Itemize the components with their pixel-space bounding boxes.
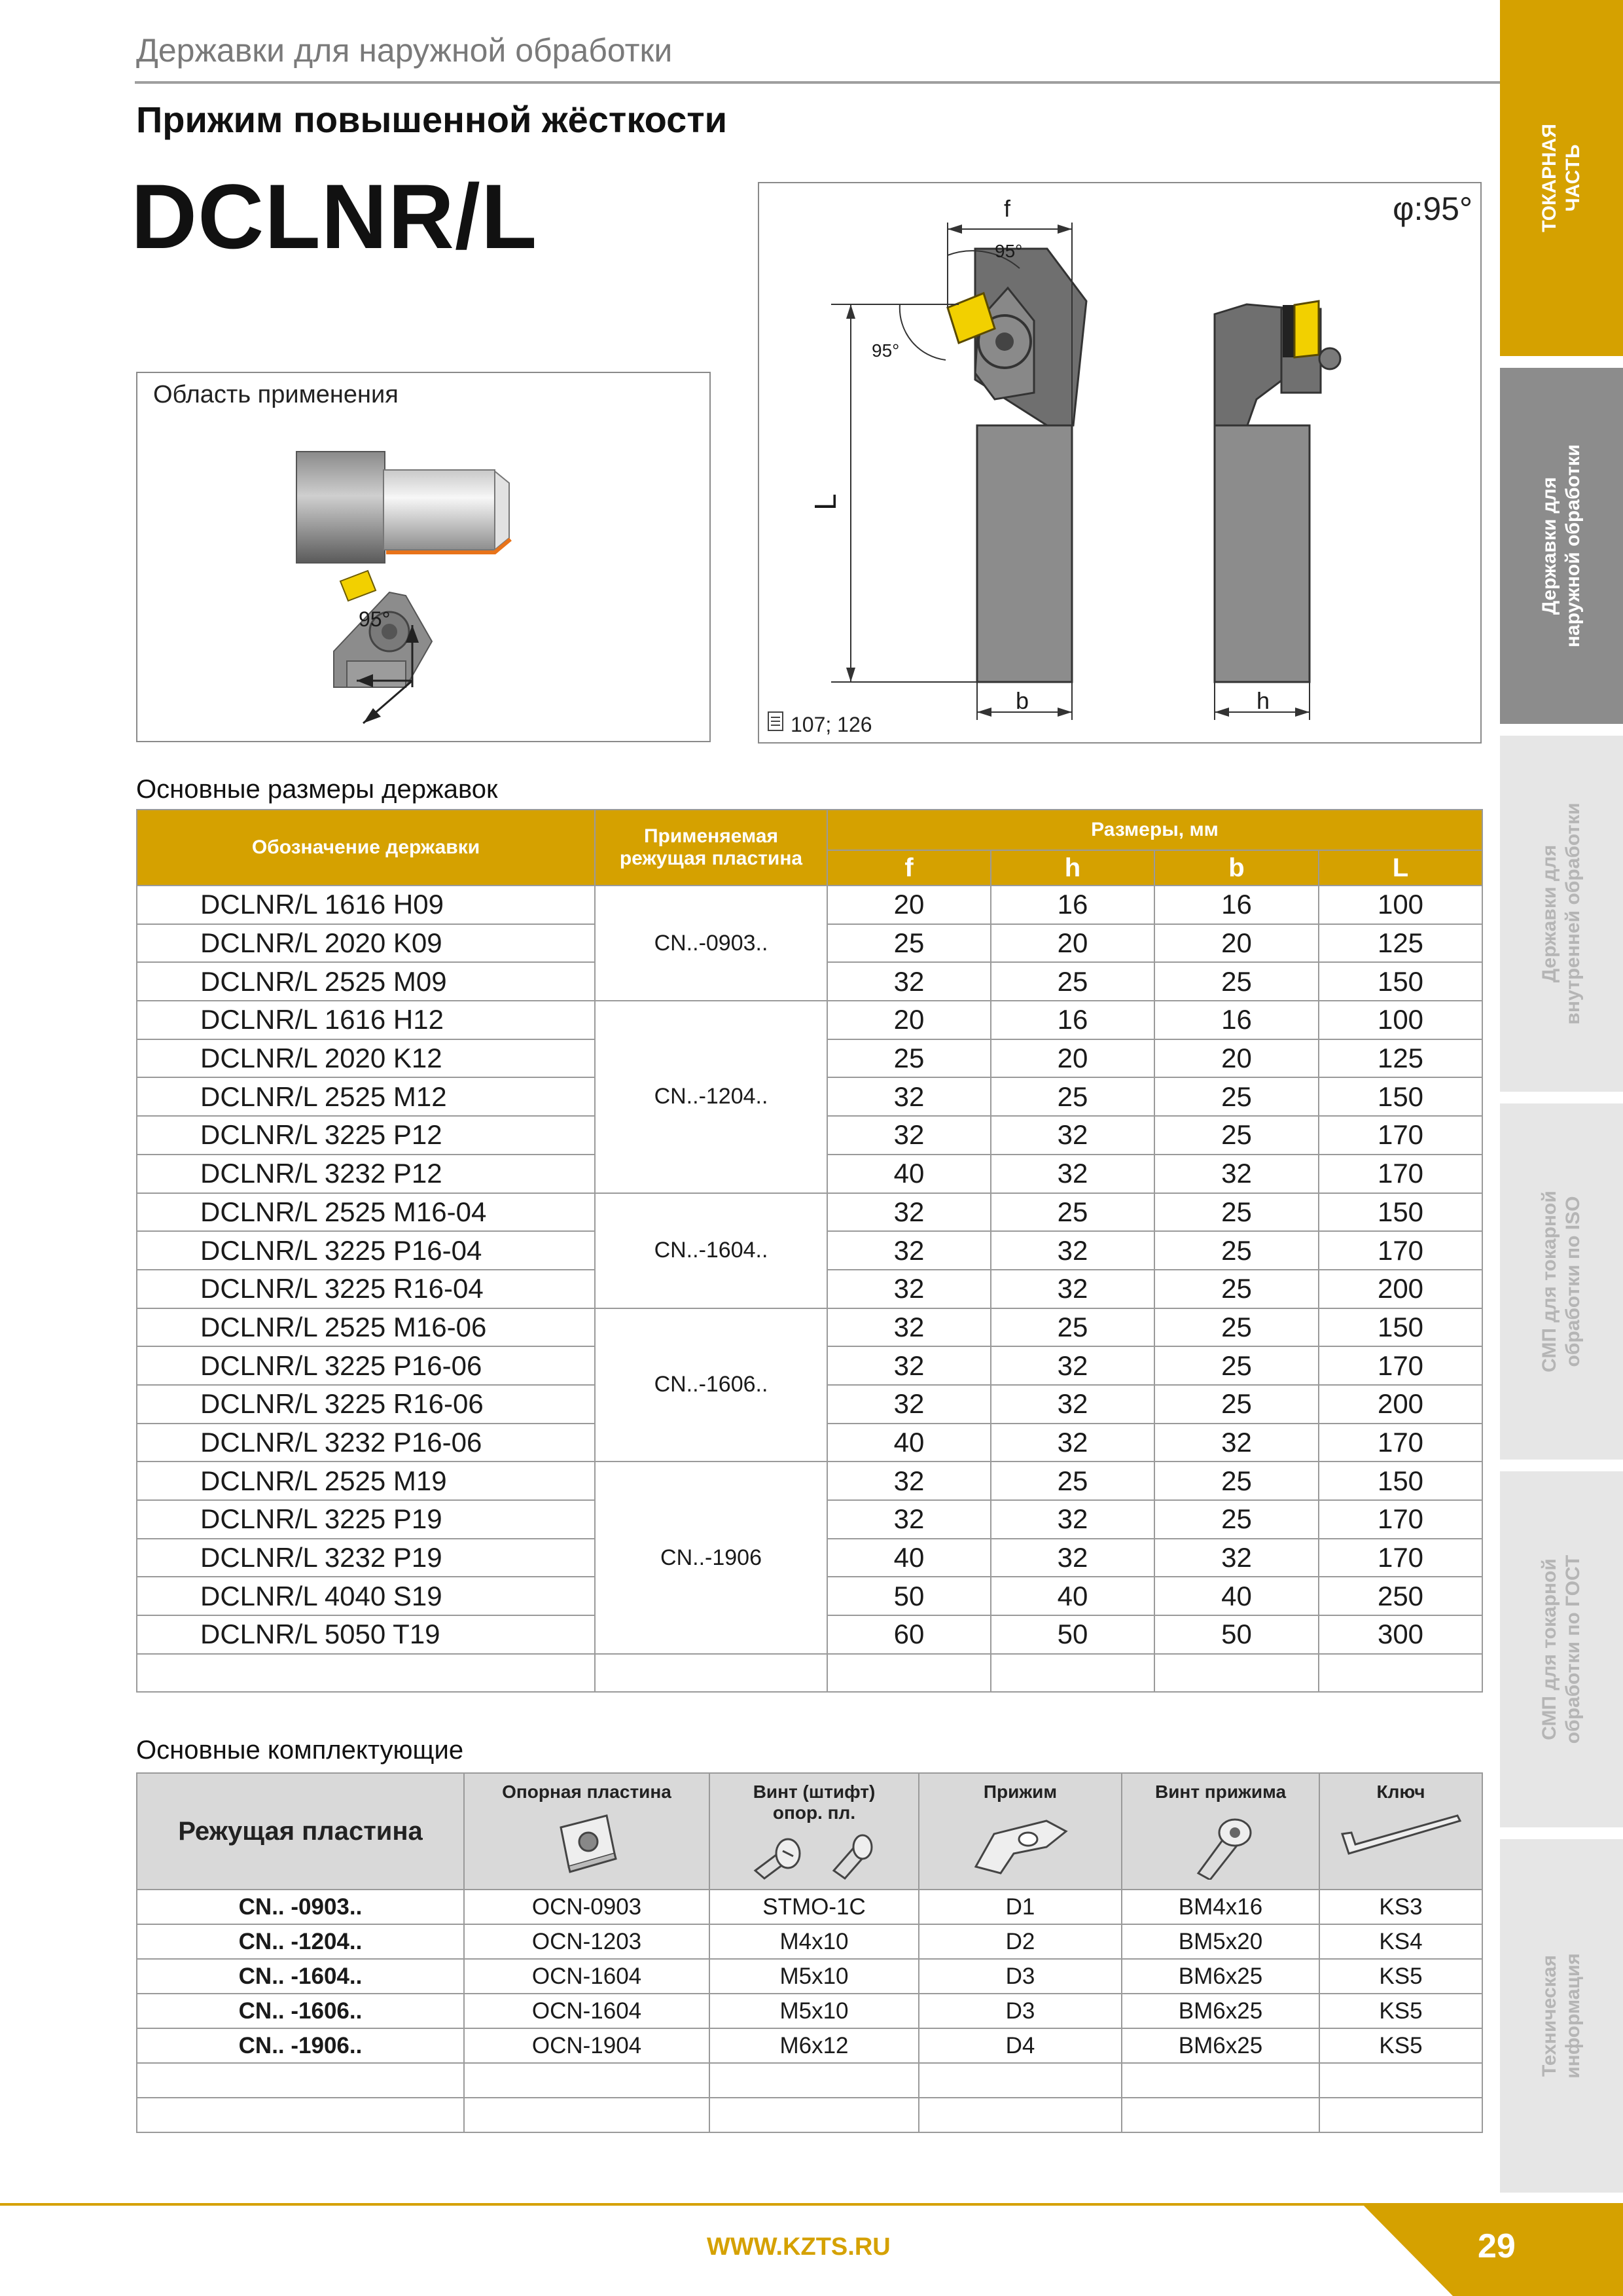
table-row bbox=[137, 1001, 1482, 1039]
dim-L-value: 170 bbox=[1319, 1116, 1482, 1155]
empty-cell bbox=[1122, 2098, 1319, 2132]
cutting-insert-code: CN.. -1604.. bbox=[137, 1959, 464, 1994]
dimension-h-label: h bbox=[1257, 687, 1270, 714]
application-illustration bbox=[137, 373, 709, 741]
holder-designation: DCLNR/L 1616 H12 bbox=[137, 1001, 595, 1039]
dim-h-value: 25 bbox=[991, 962, 1154, 1001]
dim-f-value: 32 bbox=[827, 1308, 991, 1347]
dim-h-value: 32 bbox=[991, 1231, 1154, 1270]
dim-L-value: 150 bbox=[1319, 1077, 1482, 1116]
dim-b-value: 25 bbox=[1154, 1077, 1319, 1116]
dim-L-value: 100 bbox=[1319, 1001, 1482, 1039]
dim-L-value: 170 bbox=[1319, 1539, 1482, 1577]
dim-h-value: 25 bbox=[991, 1308, 1154, 1347]
approach-angle-label: φ:95° bbox=[1393, 190, 1472, 227]
dim-f-value: 60 bbox=[827, 1615, 991, 1654]
holder-designation: DCLNR/L 1616 H09 bbox=[137, 886, 595, 924]
dim-h-value: 25 bbox=[991, 1077, 1154, 1116]
clamp-screw-code: BM6x25 bbox=[1122, 1959, 1319, 1994]
holder-designation: DCLNR/L 3232 P12 bbox=[137, 1155, 595, 1193]
dim-b-value: 25 bbox=[1154, 1346, 1319, 1385]
dim-f-value: 32 bbox=[827, 1270, 991, 1308]
dim-h-value: 32 bbox=[991, 1424, 1154, 1462]
cutting-insert-code: CN.. -1606.. bbox=[137, 1994, 464, 2028]
application-box bbox=[136, 372, 711, 742]
dim-h-value: 16 bbox=[991, 1001, 1154, 1039]
insert-type: CN..-1604.. bbox=[595, 1193, 827, 1308]
dim-h-value: 32 bbox=[991, 1116, 1154, 1155]
dim-b-value: 32 bbox=[1154, 1155, 1319, 1193]
cutting-insert-code: CN.. -1906.. bbox=[137, 2028, 464, 2063]
clamp-icon bbox=[968, 1808, 1073, 1880]
empty-cell bbox=[991, 1654, 1154, 1693]
empty-cell bbox=[1122, 2063, 1319, 2098]
empty-cell bbox=[137, 2063, 464, 2098]
holder-designation: DCLNR/L 2020 K09 bbox=[137, 924, 595, 963]
dim-h-value: 32 bbox=[991, 1539, 1154, 1577]
holder-designation: DCLNR/L 2525 M16-04 bbox=[137, 1193, 595, 1232]
col-insert-header: Применяемая режущая пластина bbox=[595, 810, 827, 886]
dim-f-value: 32 bbox=[827, 1193, 991, 1232]
dim-L-value: 200 bbox=[1319, 1270, 1482, 1308]
empty-cell bbox=[1154, 1654, 1319, 1693]
seat-screw-code: M6x12 bbox=[709, 2028, 919, 2063]
holder-designation: DCLNR/L 4040 S19 bbox=[137, 1577, 595, 1615]
dim-b-value: 25 bbox=[1154, 1116, 1319, 1155]
table-row bbox=[137, 1308, 1482, 1347]
seat-plate-icon bbox=[548, 1808, 626, 1873]
table-row bbox=[137, 1890, 1482, 1924]
empty-cell bbox=[1319, 2098, 1482, 2132]
dim-L-value: 170 bbox=[1319, 1346, 1482, 1385]
seat-plate-code: OCN-1203 bbox=[464, 1924, 709, 1959]
clamp-screw-code: BM6x25 bbox=[1122, 1994, 1319, 2028]
angle-side-label: 95° bbox=[872, 340, 900, 361]
table-row bbox=[137, 1462, 1482, 1500]
dim-f-value: 20 bbox=[827, 886, 991, 924]
page-subtitle: Прижим повышенной жёсткости bbox=[136, 99, 728, 140]
dim-h-value: 50 bbox=[991, 1615, 1154, 1654]
holder-designation: DCLNR/L 3232 P19 bbox=[137, 1539, 595, 1577]
col-seat-screw-header: Винт (штифт) опор. пл. bbox=[709, 1773, 919, 1890]
empty-cell bbox=[1319, 1654, 1482, 1693]
insert-type: CN..-1204.. bbox=[595, 1001, 827, 1193]
tab-technical-info[interactable] bbox=[1500, 1839, 1623, 2193]
holder-designation: DCLNR/L 5050 T19 bbox=[137, 1615, 595, 1654]
dim-h-value: 20 bbox=[991, 1039, 1154, 1078]
key-code: KS4 bbox=[1319, 1924, 1482, 1959]
holder-designation: DCLNR/L 2020 K12 bbox=[137, 1039, 595, 1078]
dim-h-value: 32 bbox=[991, 1385, 1154, 1424]
tab-label: Державки для наружной обработки bbox=[1539, 444, 1584, 648]
insert-type: CN..-1906 bbox=[595, 1462, 827, 1653]
dim-b-value: 20 bbox=[1154, 924, 1319, 963]
dim-b-value: 25 bbox=[1154, 1193, 1319, 1232]
empty-cell bbox=[827, 1654, 991, 1693]
clamp-code: D3 bbox=[919, 1959, 1122, 1994]
holder-designation: DCLNR/L 2525 M16-06 bbox=[137, 1308, 595, 1347]
empty-row bbox=[137, 1654, 1482, 1693]
components-table-caption: Основные комплектующие bbox=[136, 1736, 464, 1765]
clamp-screw-code: BM4x16 bbox=[1122, 1890, 1319, 1924]
section-title: Державки для наружной обработки bbox=[136, 32, 673, 69]
empty-cell bbox=[137, 1654, 595, 1693]
clamp-code: D4 bbox=[919, 2028, 1122, 2063]
holder-designation: DCLNR/L 3225 P16-04 bbox=[137, 1231, 595, 1270]
dim-b-value: 25 bbox=[1154, 1385, 1319, 1424]
dim-L-value: 150 bbox=[1319, 1193, 1482, 1232]
dim-h-value: 32 bbox=[991, 1270, 1154, 1308]
dim-L-value: 150 bbox=[1319, 1462, 1482, 1500]
empty-cell bbox=[1319, 2063, 1482, 2098]
tab-label: СМП для токарной обработки по ISO bbox=[1539, 1191, 1584, 1372]
dim-h-value: 25 bbox=[991, 1462, 1154, 1500]
dim-h-value: 32 bbox=[991, 1500, 1154, 1539]
dim-b-value: 25 bbox=[1154, 1270, 1319, 1308]
catalog-page-reference: 107; 126 bbox=[791, 713, 872, 736]
tab-internal-holders[interactable] bbox=[1500, 736, 1623, 1092]
table-row bbox=[137, 1193, 1482, 1232]
seat-screw-code: M4x10 bbox=[709, 1924, 919, 1959]
dim-f-value: 40 bbox=[827, 1539, 991, 1577]
dim-b-value: 25 bbox=[1154, 962, 1319, 1001]
cutting-insert-code: CN.. -1204.. bbox=[137, 1924, 464, 1959]
holder-designation: DCLNR/L 3225 P19 bbox=[137, 1500, 595, 1539]
key-code: KS5 bbox=[1319, 1959, 1482, 1994]
holder-designation: DCLNR/L 3225 P12 bbox=[137, 1116, 595, 1155]
dim-f-value: 50 bbox=[827, 1577, 991, 1615]
dimension-f-label: f bbox=[1004, 195, 1011, 222]
dim-f-value: 40 bbox=[827, 1424, 991, 1462]
table-row bbox=[137, 1924, 1482, 1959]
dim-L-value: 150 bbox=[1319, 962, 1482, 1001]
seat-screw-code: M5x10 bbox=[709, 1959, 919, 1994]
footer-website-link[interactable]: WWW.KZTS.RU bbox=[707, 2233, 891, 2261]
seat-screw-icon bbox=[742, 1825, 886, 1884]
tab-gost-inserts[interactable] bbox=[1500, 1471, 1623, 1827]
tab-label: Техническая информация bbox=[1539, 1953, 1584, 2079]
dim-b-value: 20 bbox=[1154, 1039, 1319, 1078]
dim-b-value: 25 bbox=[1154, 1462, 1319, 1500]
col-seat-header: Опорная пластина bbox=[464, 1773, 709, 1890]
col-sizes-header: Размеры, мм bbox=[827, 810, 1482, 850]
application-label: Область применения bbox=[153, 381, 399, 408]
dim-L-value: 170 bbox=[1319, 1424, 1482, 1462]
cutting-insert-code: CN.. -0903.. bbox=[137, 1890, 464, 1924]
dim-b-value: 50 bbox=[1154, 1615, 1319, 1654]
tab-iso-inserts[interactable] bbox=[1500, 1103, 1623, 1460]
holder-designation: DCLNR/L 3225 R16-04 bbox=[137, 1270, 595, 1308]
clamp-screw-code: BM6x25 bbox=[1122, 2028, 1319, 2063]
col-designation-header: Обозначение державки bbox=[137, 810, 595, 886]
col-key-header: Ключ bbox=[1319, 1773, 1482, 1890]
dim-L-value: 170 bbox=[1319, 1500, 1482, 1539]
dim-b-value: 25 bbox=[1154, 1231, 1319, 1270]
dimension-L-label: L bbox=[808, 493, 842, 511]
table-row bbox=[137, 886, 1482, 924]
dim-f-value: 32 bbox=[827, 962, 991, 1001]
dimension-b-label: b bbox=[1016, 687, 1029, 714]
dim-f-value: 32 bbox=[827, 1346, 991, 1385]
dim-f-value: 25 bbox=[827, 924, 991, 963]
clamp-screw-icon bbox=[1181, 1808, 1260, 1880]
dim-L-value: 300 bbox=[1319, 1615, 1482, 1654]
dim-h-value: 25 bbox=[991, 1193, 1154, 1232]
clamp-screw-code: BM5x20 bbox=[1122, 1924, 1319, 1959]
empty-row bbox=[137, 2098, 1482, 2132]
seat-plate-code: OCN-1604 bbox=[464, 1959, 709, 1994]
dim-f-value: 32 bbox=[827, 1500, 991, 1539]
drawing-box bbox=[758, 182, 1482, 744]
col-cutting-insert-header: Режущая пластина bbox=[137, 1773, 464, 1890]
page-number: 29 bbox=[1478, 2227, 1516, 2265]
dim-L-value: 100 bbox=[1319, 886, 1482, 924]
holder-designation: DCLNR/L 2525 M09 bbox=[137, 962, 595, 1001]
holder-designation: DCLNR/L 3225 P16-06 bbox=[137, 1346, 595, 1385]
dim-b-value: 32 bbox=[1154, 1539, 1319, 1577]
seat-screw-code: STMO-1C bbox=[709, 1890, 919, 1924]
empty-cell bbox=[595, 1654, 827, 1693]
seat-plate-code: OCN-0903 bbox=[464, 1890, 709, 1924]
tab-label: СМП для токарной обработки по ГОСТ bbox=[1539, 1554, 1584, 1744]
dim-h-value: 32 bbox=[991, 1346, 1154, 1385]
holder-designation: DCLNR/L 3225 R16-06 bbox=[137, 1385, 595, 1424]
clamp-code: D2 bbox=[919, 1924, 1122, 1959]
model-title: DCLNR/L bbox=[131, 165, 538, 268]
col-L-header: L bbox=[1319, 850, 1482, 886]
table-row bbox=[137, 2028, 1482, 2063]
empty-cell bbox=[709, 2098, 919, 2132]
dim-L-value: 200 bbox=[1319, 1385, 1482, 1424]
seat-plate-code: OCN-1904 bbox=[464, 2028, 709, 2063]
dim-L-value: 170 bbox=[1319, 1155, 1482, 1193]
dim-L-value: 170 bbox=[1319, 1231, 1482, 1270]
dim-b-value: 25 bbox=[1154, 1500, 1319, 1539]
application-angle-label: 95° bbox=[359, 607, 391, 631]
col-clamp-screw-header: Винт прижима bbox=[1122, 1773, 1319, 1890]
angle-top-label: 95° bbox=[995, 241, 1023, 261]
dim-b-value: 32 bbox=[1154, 1424, 1319, 1462]
seat-plate-code: OCN-1604 bbox=[464, 1994, 709, 2028]
col-clamp-header: Прижим bbox=[919, 1773, 1122, 1890]
dim-h-value: 40 bbox=[991, 1577, 1154, 1615]
holder-designation: DCLNR/L 2525 M19 bbox=[137, 1462, 595, 1500]
tab-turning-section[interactable] bbox=[1500, 0, 1623, 356]
dim-f-value: 32 bbox=[827, 1462, 991, 1500]
empty-cell bbox=[137, 2098, 464, 2132]
dim-h-value: 32 bbox=[991, 1155, 1154, 1193]
dim-f-value: 32 bbox=[827, 1116, 991, 1155]
empty-cell bbox=[464, 2098, 709, 2132]
dim-f-value: 32 bbox=[827, 1231, 991, 1270]
holder-designation: DCLNR/L 3232 P16-06 bbox=[137, 1424, 595, 1462]
dims-table-caption: Основные размеры державок bbox=[136, 775, 498, 804]
dim-f-value: 32 bbox=[827, 1077, 991, 1116]
dim-b-value: 25 bbox=[1154, 1308, 1319, 1347]
dim-L-value: 250 bbox=[1319, 1577, 1482, 1615]
clamp-code: D1 bbox=[919, 1890, 1122, 1924]
empty-cell bbox=[709, 2063, 919, 2098]
tab-external-holders[interactable] bbox=[1500, 368, 1623, 724]
dim-h-value: 16 bbox=[991, 886, 1154, 924]
insert-type: CN..-1606.. bbox=[595, 1308, 827, 1462]
clamp-code: D3 bbox=[919, 1994, 1122, 2028]
dim-h-value: 20 bbox=[991, 924, 1154, 963]
col-h-header: h bbox=[991, 850, 1154, 886]
tab-label: Державки для внутренней обработки bbox=[1539, 802, 1584, 1025]
key-code: KS5 bbox=[1319, 1994, 1482, 2028]
col-b-header: b bbox=[1154, 850, 1319, 886]
dim-f-value: 40 bbox=[827, 1155, 991, 1193]
hex-key-icon bbox=[1336, 1808, 1467, 1873]
tab-label: ТОКАРНАЯ ЧАСТЬ bbox=[1539, 124, 1584, 232]
dim-b-value: 40 bbox=[1154, 1577, 1319, 1615]
dim-f-value: 32 bbox=[827, 1385, 991, 1424]
dim-L-value: 125 bbox=[1319, 924, 1482, 963]
dim-L-value: 150 bbox=[1319, 1308, 1482, 1347]
key-code: KS3 bbox=[1319, 1890, 1482, 1924]
dimensions-table bbox=[136, 809, 1483, 1693]
dim-L-value: 125 bbox=[1319, 1039, 1482, 1078]
dim-f-value: 25 bbox=[827, 1039, 991, 1078]
empty-row bbox=[137, 2063, 1482, 2098]
table-row bbox=[137, 1959, 1482, 1994]
empty-cell bbox=[464, 2063, 709, 2098]
key-code: KS5 bbox=[1319, 2028, 1482, 2063]
dim-f-value: 20 bbox=[827, 1001, 991, 1039]
insert-type: CN..-0903.. bbox=[595, 886, 827, 1001]
holder-drawing bbox=[759, 183, 1480, 742]
empty-cell bbox=[919, 2063, 1122, 2098]
seat-screw-code: M5x10 bbox=[709, 1994, 919, 2028]
dim-b-value: 16 bbox=[1154, 886, 1319, 924]
empty-cell bbox=[919, 2098, 1122, 2132]
dim-b-value: 16 bbox=[1154, 1001, 1319, 1039]
header-divider bbox=[135, 81, 1500, 84]
col-f-header: f bbox=[827, 850, 991, 886]
components-table bbox=[136, 1772, 1483, 2133]
table-row bbox=[137, 1994, 1482, 2028]
holder-designation: DCLNR/L 2525 M12 bbox=[137, 1077, 595, 1116]
